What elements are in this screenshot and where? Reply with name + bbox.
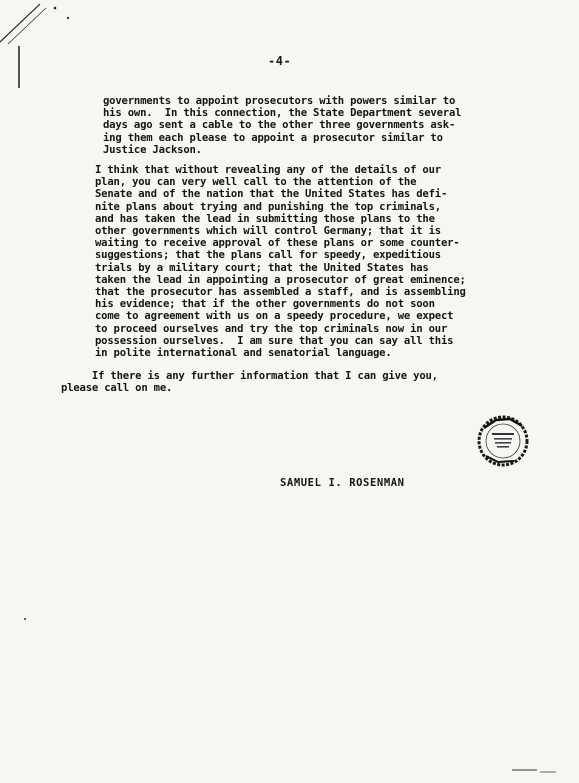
text-line: nite plans about trying and punishing the top criminals, <box>95 200 441 213</box>
text-line: that the prosecutor has assembled a staff, and is assembling <box>95 286 466 299</box>
text-line: I think that without revealing any of the details of our <box>95 164 441 176</box>
text-line: possession ourselves. I am sure that you can say all this <box>95 334 454 347</box>
text-line: If there is any further information that I can give you, <box>61 370 438 382</box>
text-line: trials by a military court; that the United States has <box>95 261 429 274</box>
text-line: in polite international and senatorial language. <box>95 347 392 360</box>
text-line: his own. In this connection, the State Department several <box>103 107 462 120</box>
corner-mark <box>8 8 46 44</box>
speck-mark <box>67 17 69 19</box>
text-line: days ago sent a cable to the other three governments ask- <box>103 119 456 132</box>
speck-mark <box>54 7 57 10</box>
text-line: waiting to receive approval of these plans or some counter- <box>95 237 460 250</box>
signature-name: SAMUEL I. ROSENMAN <box>280 477 405 489</box>
text-line: suggestions; that the plans call for speedy, expeditious <box>95 249 441 262</box>
text-line: taken the lead in appointing a prosecutor of great eminence; <box>95 273 466 286</box>
text-line: and has taken the lead in submitting those plans to the <box>95 212 435 225</box>
text-line: Justice Jackson. <box>103 143 202 156</box>
text-line: his evidence; that if the other governments do not soon <box>95 298 435 311</box>
paragraph-2 <box>95 164 466 359</box>
archive-stamp-seal <box>476 414 530 468</box>
text-line: Senate and of the nation that the United States has defi- <box>95 188 448 201</box>
paragraph-1 <box>103 95 461 156</box>
paragraph-3 <box>61 370 438 394</box>
text-line: governments to appoint prosecutors with powers similar to <box>103 95 456 107</box>
speck-mark <box>24 618 26 620</box>
text-line: other governments which will control Germany; that it is <box>95 225 441 238</box>
corner-mark <box>0 4 40 42</box>
text-line: ing them each please to appoint a prosecutor similar to <box>103 131 443 144</box>
text-line: plan, you can very well call to the attention of the <box>95 176 417 189</box>
text-line: to proceed ourselves and try the top criminals now in our <box>95 322 448 335</box>
text-line: please call on me. <box>61 382 173 395</box>
page-number: -4- <box>268 54 292 68</box>
text-line: come to agreement with us on a speedy procedure, we expect <box>95 310 454 323</box>
